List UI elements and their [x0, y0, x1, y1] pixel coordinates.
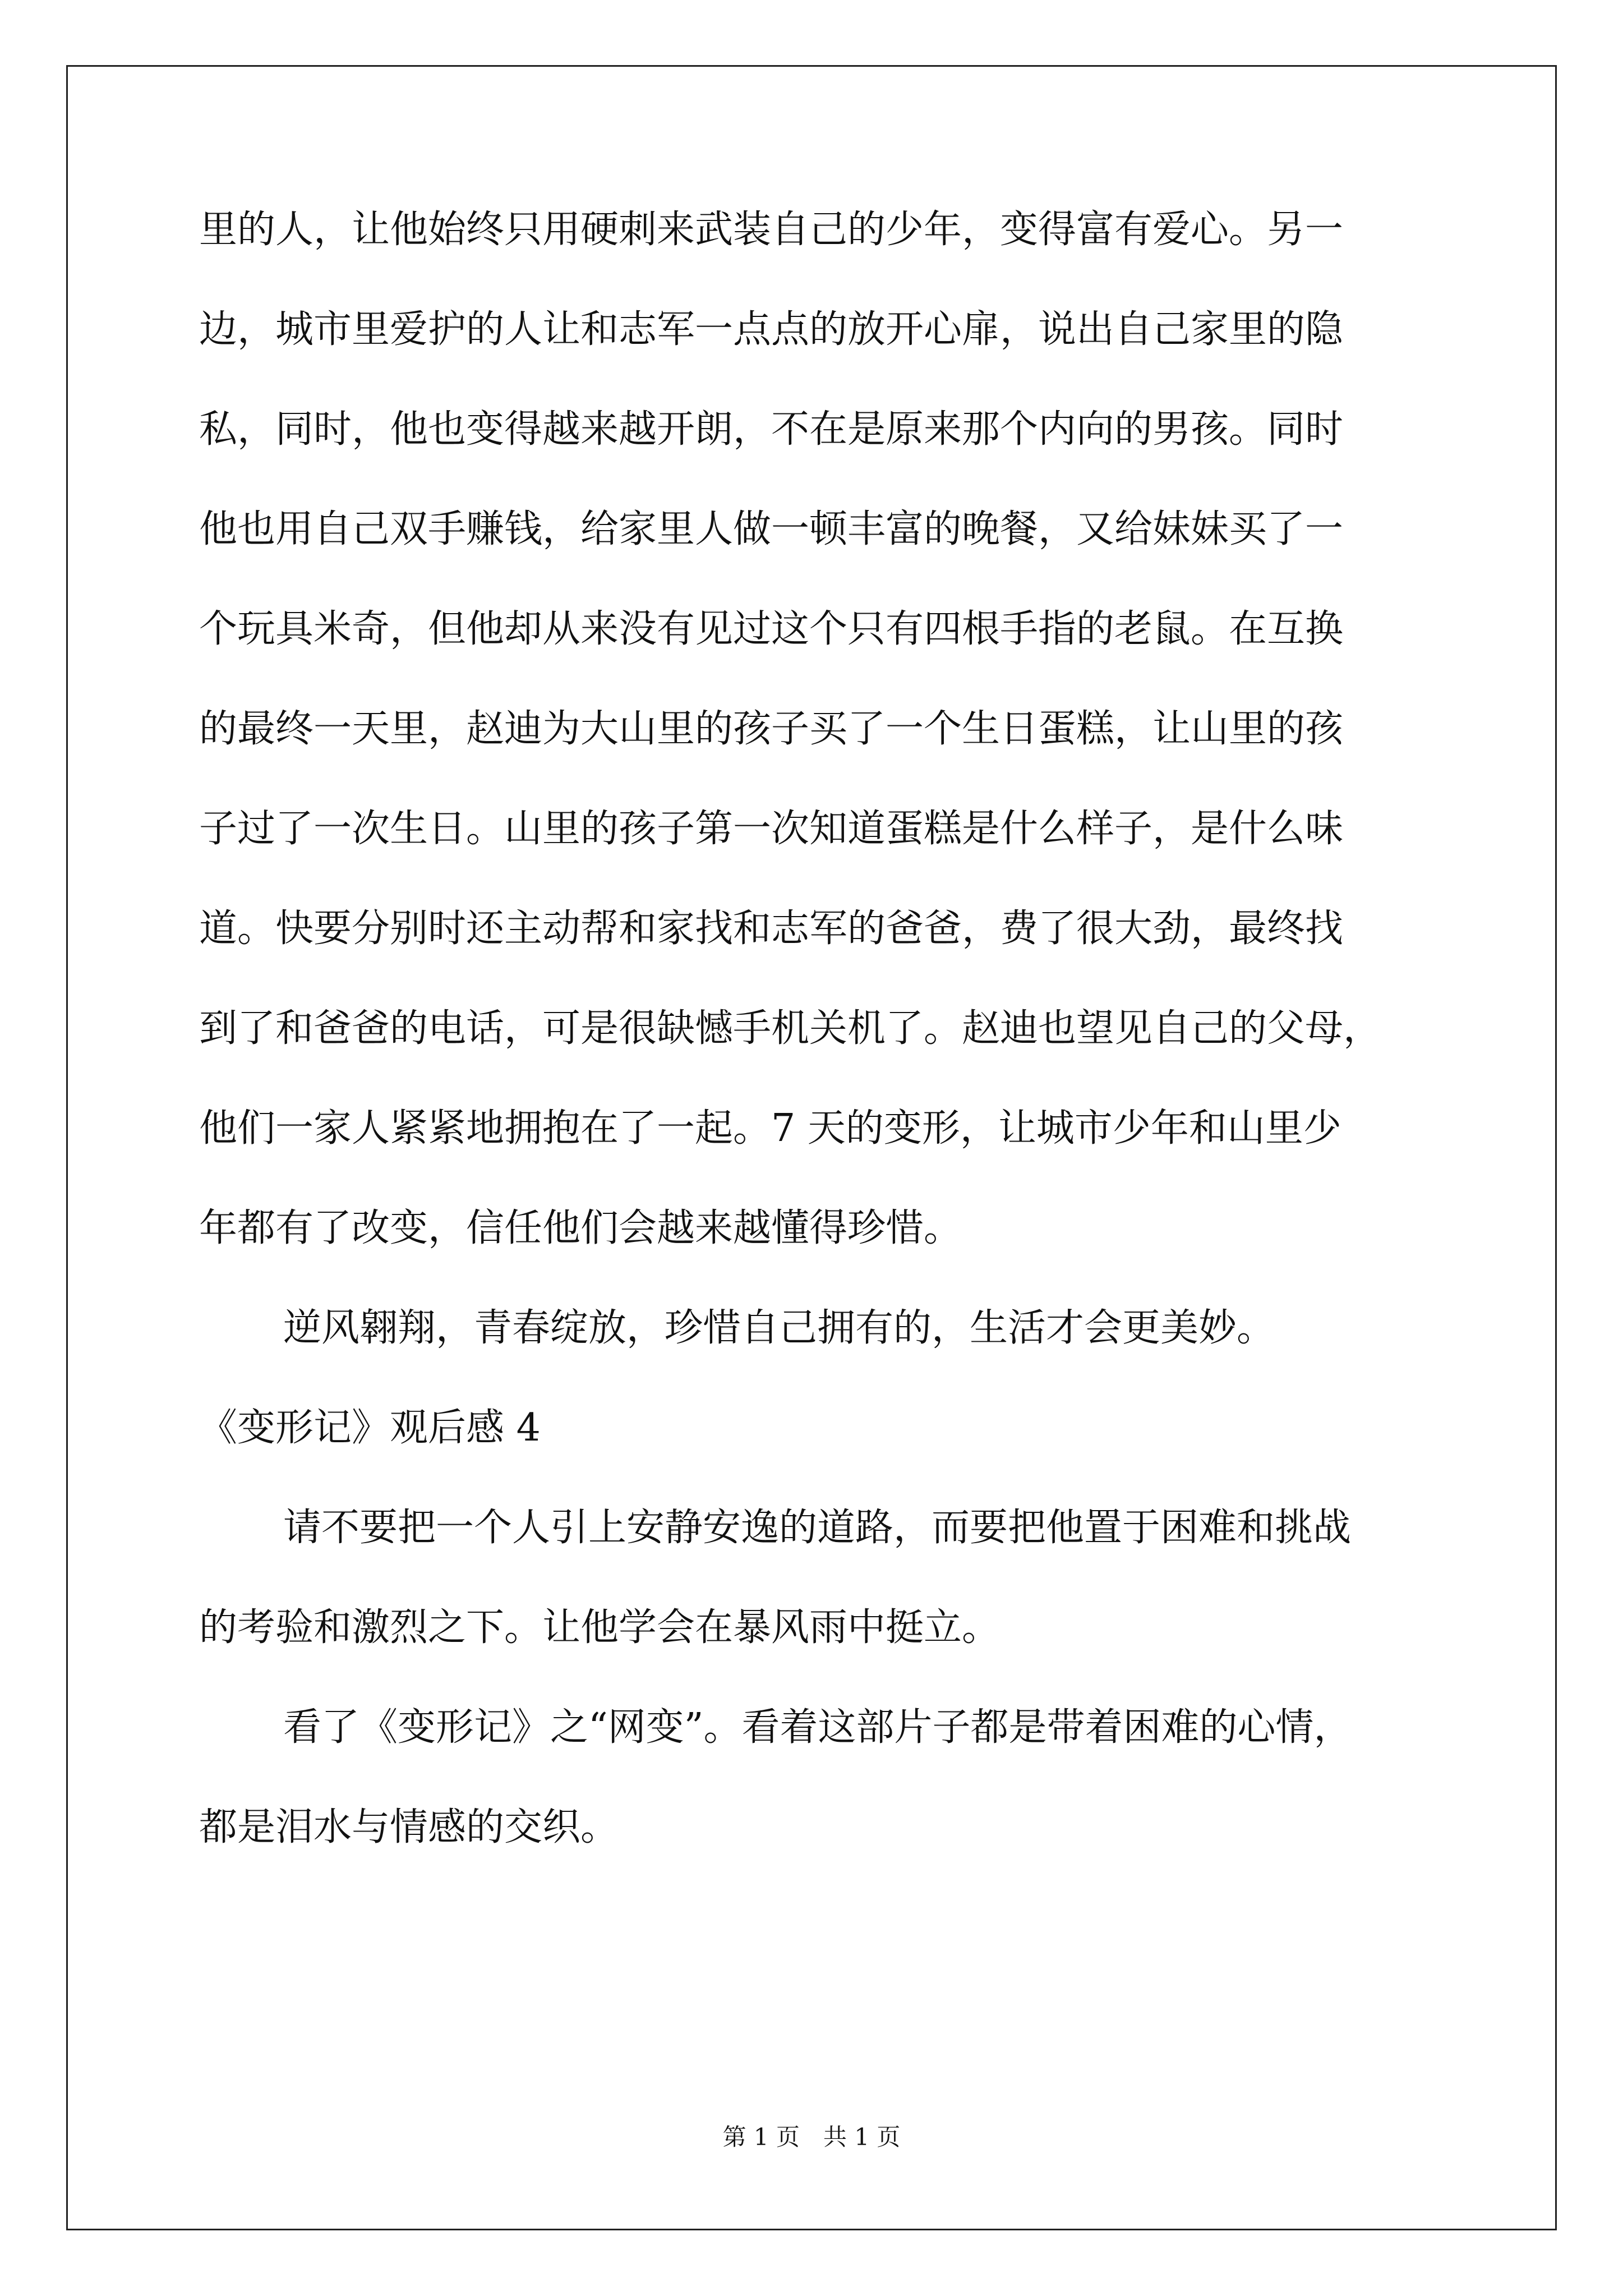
paragraph-line: 边，城市里爱护的人让和志军一点点的放开心扉，说出自己家里的隐 — [199, 307, 1344, 352]
paragraph-line: 请不要把一个人引上安静安逸的道路，而要把他置于困难和挑战 — [283, 1506, 1352, 1550]
paragraph-line: 里的人，让他始终只用硬刺来武装自己的少年，变得富有爱心。另一 — [199, 208, 1344, 252]
paragraph-line: 他也用自己双手赚钱，给家里人做一顿丰富的晚餐，又给妹妹买了一 — [199, 507, 1344, 551]
section-heading: 《变形记》观后感 4 — [199, 1406, 541, 1450]
paragraph-line: 道。快要分别时还主动帮和家找和志军的爸爸，费了很大劲，最终找 — [199, 907, 1344, 951]
paragraph-line: 私，同时，他也变得越来越开朗，不在是原来那个内向的男孩。同时 — [199, 407, 1344, 452]
paragraph-line: 的最终一天里，赵迪为大山里的孩子买了一个生日蛋糕，让山里的孩 — [199, 707, 1344, 751]
paragraph-line: 看了《变形记》之“网变”。看着这部片子都是带着困难的心情， — [283, 1705, 1352, 1750]
paragraph-line: 逆风翱翔，青春绽放，珍惜自己拥有的，生活才会更美妙。 — [283, 1306, 1275, 1350]
paragraph-line: 年都有了改变，信任他们会越来越懂得珍惜。 — [199, 1206, 962, 1250]
paragraph-line: 他们一家人紧紧地拥抱在了一起。7 天的变形，让城市少年和山里少 — [199, 1106, 1341, 1151]
page-footer: 第 1 页 共 1 页 — [722, 2123, 901, 2151]
paragraph-line: 都是泪水与情感的交织。 — [199, 1805, 619, 1849]
paragraph-line: 个玩具米奇，但他却从来没有见过这个只有四根手指的老鼠。在互换 — [199, 607, 1344, 651]
paragraph-line: 子过了一次生日。山里的孩子第一次知道蛋糕是什么样子，是什么味 — [199, 807, 1344, 851]
paragraph-line: 的考验和激烈之下。让他学会在暴风雨中挺立。 — [199, 1605, 1000, 1650]
paragraph-line: 到了和爸爸的电话，可是很缺憾手机关机了。赵迪也望见自己的父母， — [199, 1006, 1382, 1051]
